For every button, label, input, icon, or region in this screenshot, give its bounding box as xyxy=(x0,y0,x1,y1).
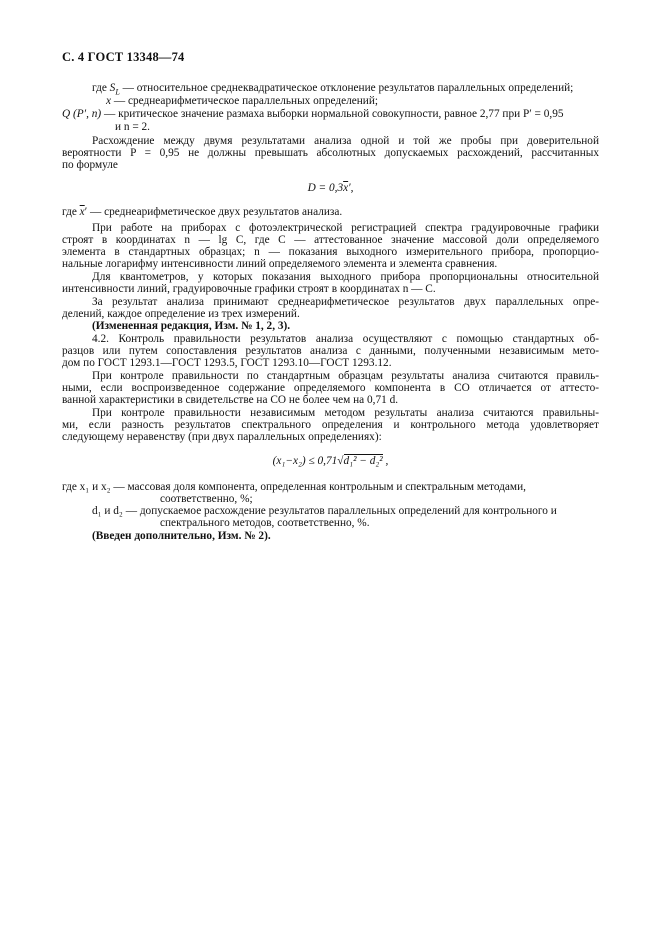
paragraph-5-line-1: 4.2. Контроль правильности результатов анализа осуществляют с помощью стандартных об- xyxy=(92,333,599,345)
formula-inequality: (x₁−x₂) ≤ 0,71√d₁² − d₂² , xyxy=(272,455,389,467)
paragraph-7-line-1: При контроле правильности независимым методом результаты анализа считаются правильны- xyxy=(92,407,599,419)
paragraph-2-line-4: нальные логарифму интенсивности линий определяемого элемента и элемента сравнения. xyxy=(62,258,498,270)
edit-note-1: (Измененная редакция, Изм. № 1, 2, 3). xyxy=(92,320,291,332)
paragraph-7-line-2: ми, если разность результатов спектрального определения и контрольного метода удовлетворяет xyxy=(62,419,599,431)
paragraph-5-line-3: дом по ГОСТ 1293.1—ГОСТ 1293.5, ГОСТ 1293.10—ГОСТ 1293.12. xyxy=(62,357,392,369)
paragraph-6-line-1: При контроле правильности по стандартным образцам результаты анализа считаются правиль- xyxy=(92,370,599,382)
definition-x: x — среднеарифметическое параллельных определений; xyxy=(106,95,379,107)
definition-x1-x2: где x₁ и x₂ — массовая доля компонента, определенная контрольным и спектральным методами, xyxy=(62,481,526,493)
definition-s-l: где $S_L$ — относительное среднеквадратическое отклонение результатов параллельных определений; xyxy=(92,82,574,97)
where-x-mean: где $\overline{x}'$ — среднеарифметическое двух результатов анализа. xyxy=(62,206,343,218)
formula-d: $D = 0,3\overline{x}'$, xyxy=(307,182,354,194)
paragraph-2-line-1: При работе на приборах с фотоэлектрической регистрацией спектра градуировочные графики xyxy=(92,222,599,234)
paragraph-1-line-1: Расхождение между двумя результатами анализа одной и той же пробы при доверительной xyxy=(92,135,599,147)
paragraph-2-line-3: элемента в стандартных образцах; n — показания выходного измерительного прибора, пропорцио- xyxy=(62,246,599,258)
paragraph-1-line-2: вероятности P = 0,95 не должны превышать абсолютных допускаемых расхождений, рассчитанных xyxy=(62,147,599,159)
definition-d1-d2-cont: спектрального методов, соответственно, %. xyxy=(160,517,370,529)
paragraph-6-line-3: ванной характеристики в свидетельстве на СО не более чем на 0,71 d. xyxy=(62,394,399,406)
paragraph-6-line-2: ными, если воспроизведенное содержание определяемого компонента в СО отличается от аттесто- xyxy=(62,382,599,394)
paragraph-2-line-2: строят в координатах n — lg C, где C — аттестованное значение массовой доли определяемого xyxy=(62,234,599,246)
paragraph-3-line-1: Для квантометров, у которых показания выходного прибора пропорциональны относительной xyxy=(92,271,599,283)
paragraph-1-line-3: по формуле xyxy=(62,159,118,171)
definition-q-cont: и n = 2. xyxy=(115,121,151,133)
paragraph-4-line-1: За результат анализа принимают среднеарифметическое результатов двух параллельных опре- xyxy=(92,296,599,308)
paragraph-4-line-2: делений, каждое определение из трех измерений. xyxy=(62,308,300,320)
paragraph-3-line-2: интенсивности линий, градуировочные графики строят в координатах n — C. xyxy=(62,283,436,295)
definition-d1-d2: d₁ и d₂ — допускаемое расхождение результатов параллельных определений для контрольного и xyxy=(92,505,557,517)
definition-q: Q (P′, n) — критическое значение размаха выборки нормальной совокупности, равное 2,77 при P′ = 0,95 xyxy=(62,108,564,120)
paragraph-7-line-3: следующему неравенству (при двух параллельных определениях): xyxy=(62,431,382,443)
definition-x1-x2-cont: соответственно, %; xyxy=(160,493,253,505)
paragraph-5-line-2: разцов или путем сопоставления результатов анализа с данными, полученными независимым мето- xyxy=(62,345,599,357)
page-header: С. 4 ГОСТ 13348—74 xyxy=(62,50,185,64)
edit-note-2: (Введен дополнительно, Изм. № 2). xyxy=(92,530,271,542)
